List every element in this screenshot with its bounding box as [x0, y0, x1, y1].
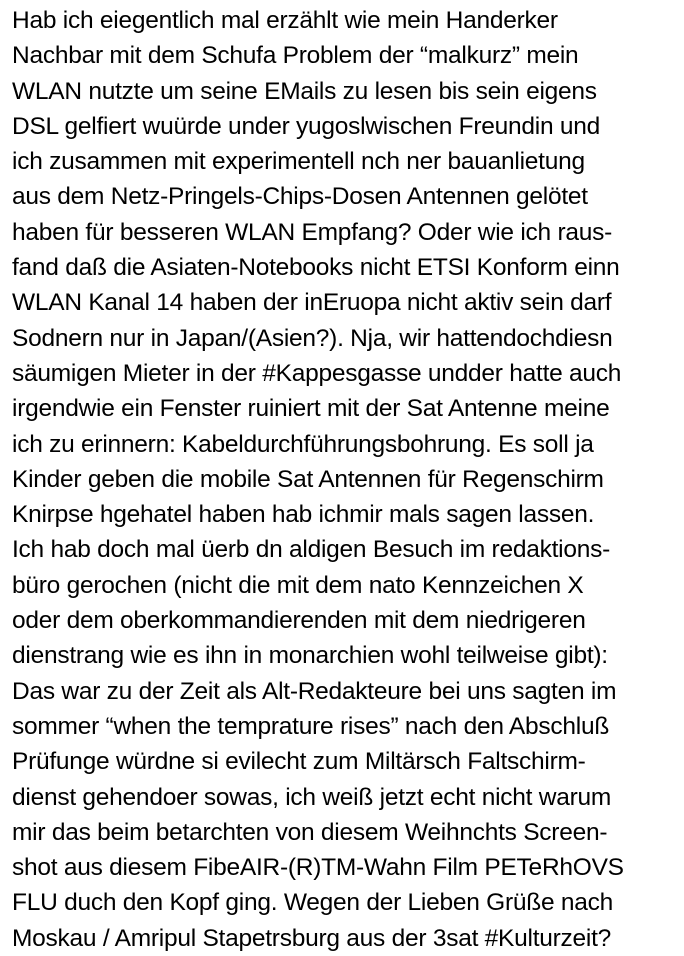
text-line-27: Moskau / Amripul Stapetrsburg aus der 3sat #Kulturzeit? — [12, 924, 612, 952]
text-line-4: DSL gelfiert wuürde under yugoslwischen Freundin und — [12, 112, 601, 140]
text-line-1: Hab ich eiegentlich mal erzählt wie mein Handerker — [12, 7, 558, 34]
text-line-17: büro gerochen (nicht die mit dem nato Kennzeichen X — [12, 571, 584, 599]
text-line-19: dienstrang wie es ihn in monarchien wohl teilweise gibt): — [12, 642, 608, 670]
text-line-13: ich zu erinnern: Kabeldurchführungsbohrung. Es soll ja — [12, 430, 594, 458]
text-line-7: haben für besseren WLAN Empfang? Oder wie ich raus- — [12, 218, 613, 246]
text-line-23: dienst gehendoer sowas, ich weiß jetzt echt nicht warum — [12, 783, 612, 811]
text-line-2: Nachbar mit dem Schufa Problem der “malkurz” mein — [12, 42, 579, 70]
text-line-11: säumigen Mieter in der #Kappesgasse undder hatte auch — [12, 359, 622, 387]
text-line-5: ich zusammen mit experimentell nch ner bauanlietung — [12, 148, 585, 176]
text-line-21: sommer “when the temprature rises” nach den Abschluß — [12, 712, 610, 740]
paragraph — [12, 3, 680, 956]
text-line-24: mir das beim betarchten von diesem Weihnchts Screen- — [12, 818, 608, 846]
text-line-22: Prüfunge würdne si evilecht zum Miltärsch Faltschirm- — [12, 748, 586, 776]
text-line-12: irgendwie ein Fenster ruiniert mit der Sat Antenne meine — [12, 395, 610, 423]
text-line-18: oder dem oberkommandierenden mit dem niedrigeren — [12, 607, 586, 635]
text-line-16: Ich hab doch mal üerb dn aldigen Besuch im redaktions- — [12, 536, 610, 564]
text-line-26: FLU duch den Kopf ging. Wegen der Lieben Grüße nach — [12, 889, 614, 917]
text-line-9: WLAN Kanal 14 haben der inEruopa nicht aktiv sein darf — [12, 289, 612, 317]
text-line-14: Kinder geben die mobile Sat Antennen für Regenschirm — [12, 465, 604, 493]
text-line-6: aus dem Netz-Pringels-Chips-Dosen Antennen gelötet — [12, 183, 588, 211]
text-line-20: Das war zu der Zeit als Alt-Redakteure bei uns sagten im — [12, 677, 617, 705]
text-line-15: Knirpse hgehatel haben hab ichmir mals sagen lassen. — [12, 501, 595, 529]
text-line-3: WLAN nutzte um seine EMails zu lesen bis sein eigens — [12, 77, 597, 105]
text-line-25: shot aus diesem FibeAIR-(R)TM-Wahn Film PETeRhOVS — [12, 854, 624, 882]
text-line-10: Sodnern nur in Japan/(Asien?). Nja, wir hattendochdiesn — [12, 324, 613, 352]
text-line-8: fand daß die Asiaten-Notebooks nicht ETSI Konform einn — [12, 254, 620, 282]
